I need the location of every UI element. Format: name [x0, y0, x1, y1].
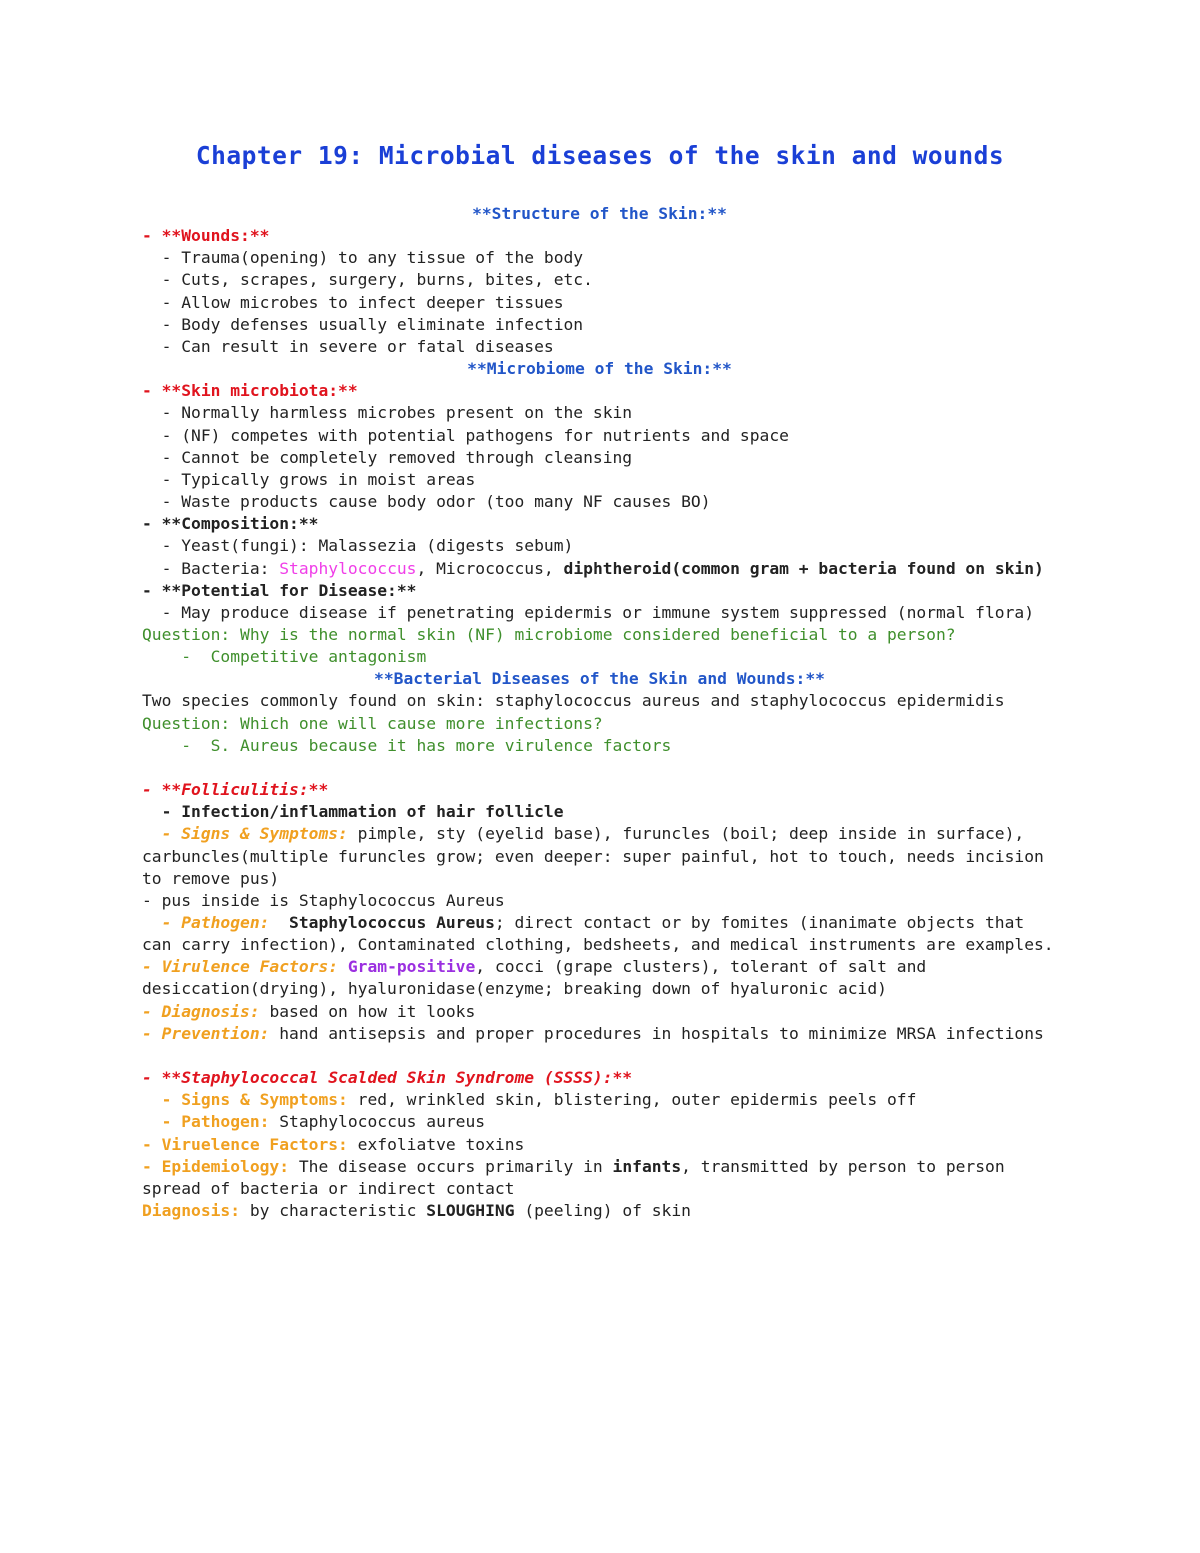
virulence-label: - Virulence Factors:	[142, 957, 339, 977]
virulence-text: , cocci (grape clusters), tolerant of salt and desiccation(drying), hyaluronidase(enzyme; breaking down of hyaluronic acid)	[142, 957, 937, 999]
list-item: - Normally harmless microbes present on the skin	[142, 403, 633, 423]
signs-label: - Signs & Symptoms:	[142, 824, 348, 844]
folliculitis-label: - **Folliculitis:**	[142, 780, 329, 800]
diagnosis-line	[142, 1001, 1057, 1023]
pathogen-label: - Pathogen:	[142, 912, 270, 932]
pathogen-text: ; direct contact or by fomites (inanimate objects that can carry infection), Contaminated clothing, bedsheets, and medical instruments are examples.	[142, 912, 1054, 955]
blank-line	[142, 1045, 1057, 1067]
ssss-epidemiology-line: - Epidemiology: The disease occurs primarily in infants, transmitted by person to person spread of bacteria or indirect contact	[142, 1156, 1015, 1198]
microbiota-label: - **Skin microbiota:**	[142, 381, 358, 401]
ssss-label: - **Staphylococcal Scalded Skin Syndrome (SSSS):**	[142, 1068, 633, 1088]
bacterial-intro: Two species commonly found on skin: staphylococcus aureus and staphylococcus epidermidis	[142, 691, 1005, 711]
structure-heading: **Structure of the Skin:**	[472, 204, 727, 223]
ssss-epidemiology-label: - Epidemiology:	[142, 1156, 290, 1176]
list-item: - Waste products cause body odor (too many NF causes BO)	[142, 492, 711, 512]
pathogen-name: Staphylococcus Aureus	[269, 912, 495, 932]
diagnosis-text: based on how it looks	[259, 1001, 476, 1021]
prevention-text: hand antisepsis and proper procedures in hospitals to minimize MRSA infections	[269, 1023, 1044, 1043]
bacterial-heading: **Bacterial Diseases of the Skin and Wounds:**	[374, 669, 825, 689]
answer-text: - S. Aureus because it has more virulence factors	[142, 735, 672, 755]
list-item: - (NF) competes with potential pathogens for nutrients and space	[142, 425, 789, 445]
pathogen-line	[142, 912, 1057, 956]
answer-text: - Competitive antagonism	[142, 647, 427, 667]
ssss-virulence-label: - Viruelence Factors:	[142, 1134, 348, 1154]
composition-label: - **Composition:**	[142, 514, 319, 534]
list-item: - Trauma(opening) to any tissue of the body	[142, 248, 584, 268]
potential-label: - **Potential for Disease:**	[142, 580, 417, 600]
document-body	[142, 203, 1057, 1222]
infants-term: infants	[612, 1156, 682, 1176]
yeast-line: - Yeast(fungi): Malassezia (digests sebum)	[142, 536, 574, 556]
ssss-signs-label: - Signs & Symptoms:	[142, 1090, 348, 1110]
list-item: - Typically grows in moist areas	[142, 469, 476, 489]
bacteria-line	[142, 558, 1057, 580]
ssss-diagnosis-line: Diagnosis: by characteristic SLOUGHING (peeling) of skin	[142, 1201, 691, 1220]
bacteria-prefix: - Bacteria:	[142, 558, 280, 578]
list-item: - Cannot be completely removed through cleansing	[142, 447, 633, 467]
microbiome-heading: **Microbiome of the Skin:**	[467, 359, 732, 379]
ssss-pathogen-text: Staphylococcus aureus	[269, 1112, 486, 1132]
signs-text: pimple, sty (eyelid base), furuncles (boil; deep inside in surface), carbuncles(multiple furuncles grow; even deeper: super painful, hot to touch, needs incision to remove pus)	[142, 824, 1054, 888]
page-title: Chapter 19: Microbial diseases of the skin and wounds	[195, 141, 1005, 170]
ssss-virulence-text: exfoliatve toxins	[347, 1134, 525, 1154]
virulence-line	[142, 956, 1057, 1000]
ssss-pathogen-label: - Pathogen:	[142, 1112, 270, 1132]
ssss-virulence-line	[142, 1134, 1057, 1156]
ssss-signs-text: red, wrinkled skin, blistering, outer epidermis peels off	[347, 1090, 917, 1110]
prevention-label: - Prevention:	[142, 1023, 270, 1043]
folliculitis-definition: - Infection/inflammation of hair follicle	[142, 802, 564, 822]
question-text: Question: Why is the normal skin (NF) microbiome considered beneficial to a person?	[142, 624, 956, 644]
bacteria-mid: , Micrococcus,	[416, 558, 564, 578]
diagnosis-label: - Diagnosis:	[142, 1001, 260, 1021]
list-item: - Body defenses usually eliminate infection	[142, 314, 584, 334]
ssss-diagnosis-label: Diagnosis:	[142, 1201, 241, 1220]
list-item: - Can result in severe or fatal diseases	[142, 336, 554, 356]
signs-line	[142, 823, 1057, 889]
ssss-signs-line	[142, 1089, 1057, 1111]
pus-line: - pus inside is Staphylococcus Aureus	[142, 890, 505, 910]
gram-positive-term: Gram-positive	[347, 957, 476, 977]
diphtheroid-term: diphtheroid(common gram + bacteria found on skin)	[563, 558, 1044, 578]
ssss-pathogen-line	[142, 1111, 1057, 1133]
question-text: Question: Which one will cause more infections?	[142, 713, 603, 733]
blank-line	[142, 757, 1057, 779]
staphylococcus-term: Staphylococcus	[279, 558, 417, 578]
list-item: - Cuts, scrapes, surgery, burns, bites, etc.	[142, 270, 593, 290]
sloughing-term: SLOUGHING	[426, 1201, 515, 1220]
list-item: - Allow microbes to infect deeper tissues	[142, 292, 564, 312]
prevention-line	[142, 1023, 1057, 1045]
potential-text: - May produce disease if penetrating epidermis or immune system suppressed (normal flora)	[142, 602, 1034, 622]
wounds-label: - **Wounds:**	[142, 226, 270, 246]
